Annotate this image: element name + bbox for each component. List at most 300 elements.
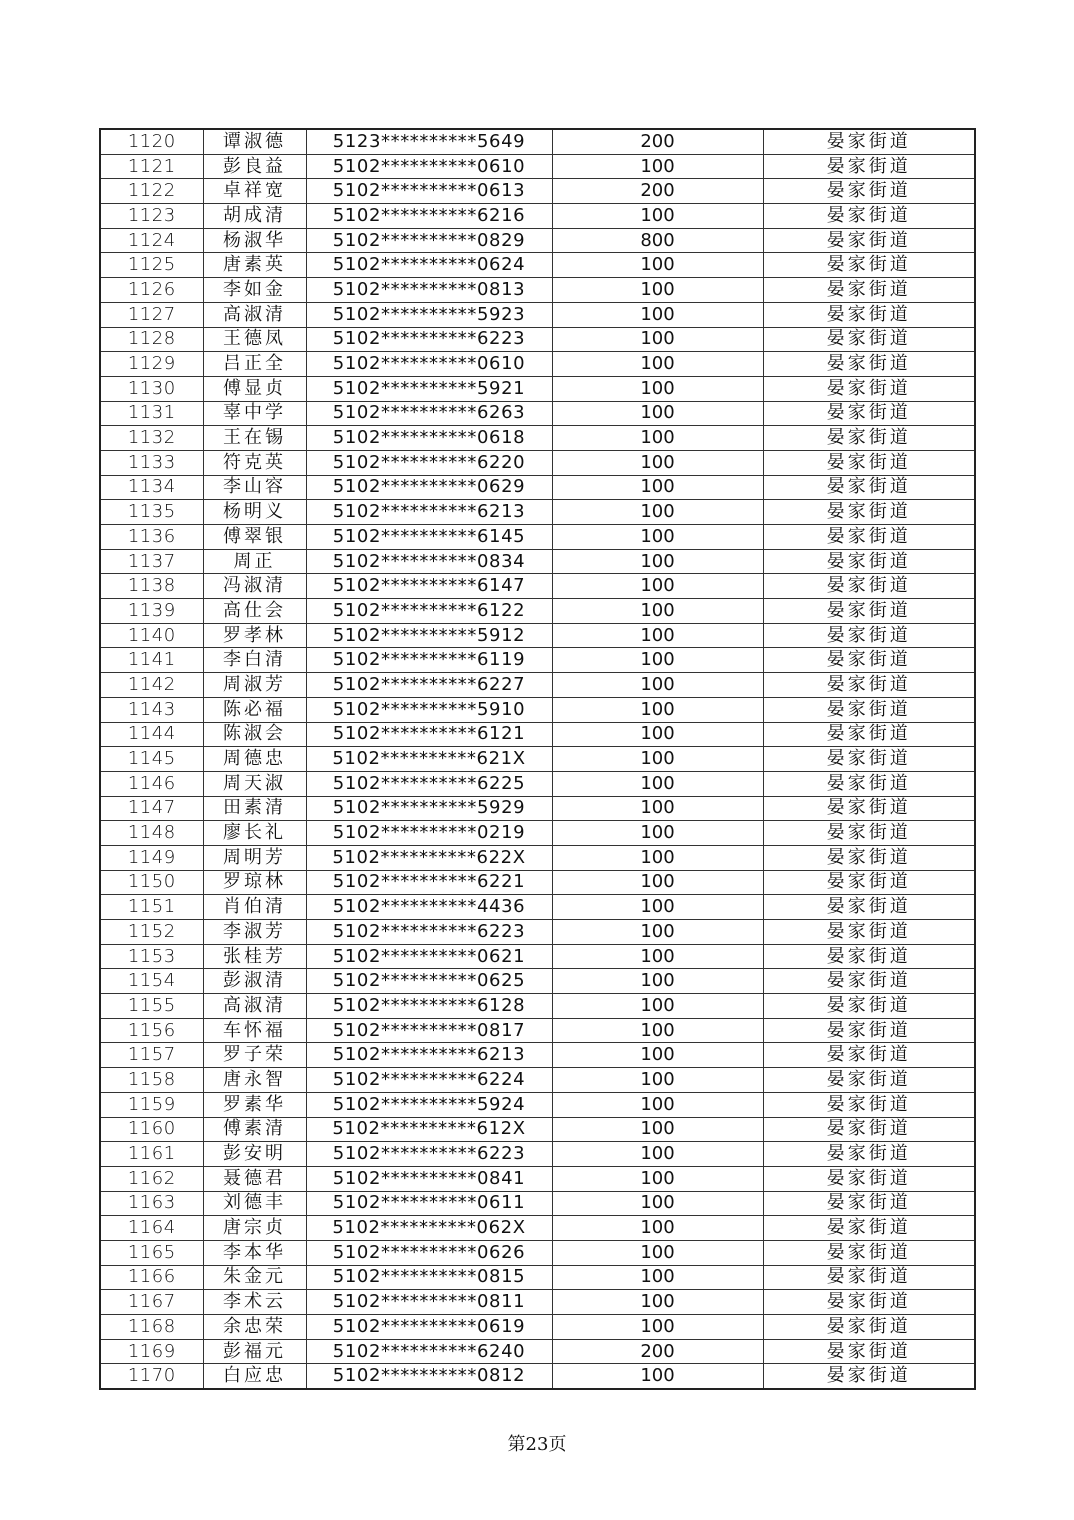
table-row <box>100 228 975 253</box>
cell-id-number: 5102**********0611 <box>306 1191 552 1216</box>
cell-serial-number: 1130 <box>100 376 203 401</box>
cell-amount: 100 <box>552 722 763 747</box>
cell-id-number: 5102**********6221 <box>306 870 552 895</box>
cell-serial-number: 1163 <box>100 1191 203 1216</box>
cell-id-number: 5102**********0811 <box>306 1290 552 1315</box>
cell-serial-number: 1147 <box>100 796 203 821</box>
cell-id-number: 5102**********0812 <box>306 1364 552 1389</box>
table-row <box>100 722 975 747</box>
cell-serial-number: 1166 <box>100 1265 203 1290</box>
cell-amount: 200 <box>552 129 763 154</box>
cell-amount: 100 <box>552 1216 763 1241</box>
cell-id-number: 5102**********0629 <box>306 475 552 500</box>
cell-amount: 100 <box>552 525 763 550</box>
cell-amount: 100 <box>552 278 763 303</box>
cell-serial-number: 1150 <box>100 870 203 895</box>
cell-street: 晏家街道 <box>763 1191 975 1216</box>
cell-amount: 100 <box>552 1315 763 1340</box>
cell-id-number: 5102**********6263 <box>306 401 552 426</box>
cell-serial-number: 1121 <box>100 154 203 179</box>
cell-serial-number: 1134 <box>100 475 203 500</box>
cell-amount: 100 <box>552 920 763 945</box>
cell-name: 白应忠 <box>203 1364 306 1389</box>
table-row <box>100 1117 975 1142</box>
cell-street: 晏家街道 <box>763 376 975 401</box>
table-row <box>100 1240 975 1265</box>
cell-id-number: 5102**********6145 <box>306 525 552 550</box>
cell-serial-number: 1155 <box>100 994 203 1019</box>
cell-street: 晏家街道 <box>763 796 975 821</box>
cell-serial-number: 1164 <box>100 1216 203 1241</box>
cell-id-number: 5123**********5649 <box>306 129 552 154</box>
cell-id-number: 5102**********062X <box>306 1216 552 1241</box>
cell-amount: 100 <box>552 302 763 327</box>
cell-amount: 100 <box>552 697 763 722</box>
cell-street: 晏家街道 <box>763 1142 975 1167</box>
cell-street: 晏家街道 <box>763 302 975 327</box>
cell-name: 罗孝林 <box>203 623 306 648</box>
table-row <box>100 1216 975 1241</box>
cell-street: 晏家街道 <box>763 648 975 673</box>
cell-name: 车怀福 <box>203 1018 306 1043</box>
cell-name: 杨淑华 <box>203 228 306 253</box>
table-row <box>100 352 975 377</box>
cell-amount: 100 <box>552 1265 763 1290</box>
cell-street: 晏家街道 <box>763 697 975 722</box>
cell-name: 卓祥宽 <box>203 179 306 204</box>
cell-street: 晏家街道 <box>763 129 975 154</box>
cell-serial-number: 1170 <box>100 1364 203 1389</box>
cell-street: 晏家街道 <box>763 450 975 475</box>
cell-name: 王德凤 <box>203 327 306 352</box>
cell-serial-number: 1160 <box>100 1117 203 1142</box>
cell-amount: 100 <box>552 771 763 796</box>
cell-id-number: 5102**********6213 <box>306 500 552 525</box>
cell-amount: 100 <box>552 870 763 895</box>
cell-street: 晏家街道 <box>763 845 975 870</box>
cell-name: 罗琼林 <box>203 870 306 895</box>
cell-serial-number: 1162 <box>100 1166 203 1191</box>
cell-name: 李淑芳 <box>203 920 306 945</box>
cell-street: 晏家街道 <box>763 623 975 648</box>
cell-amount: 100 <box>552 376 763 401</box>
cell-street: 晏家街道 <box>763 1043 975 1068</box>
cell-serial-number: 1132 <box>100 426 203 451</box>
table-row <box>100 870 975 895</box>
table-row <box>100 845 975 870</box>
cell-amount: 200 <box>552 1339 763 1364</box>
cell-street: 晏家街道 <box>763 1339 975 1364</box>
cell-street: 晏家街道 <box>763 1117 975 1142</box>
cell-street: 晏家街道 <box>763 1315 975 1340</box>
table-row <box>100 771 975 796</box>
cell-amount: 100 <box>552 1240 763 1265</box>
roster-table-body <box>100 129 975 1389</box>
cell-amount: 100 <box>552 648 763 673</box>
table-row <box>100 253 975 278</box>
cell-street: 晏家街道 <box>763 278 975 303</box>
cell-amount: 100 <box>552 944 763 969</box>
cell-serial-number: 1139 <box>100 599 203 624</box>
cell-street: 晏家街道 <box>763 747 975 772</box>
cell-serial-number: 1140 <box>100 623 203 648</box>
cell-amount: 100 <box>552 821 763 846</box>
cell-street: 晏家街道 <box>763 1290 975 1315</box>
cell-street: 晏家街道 <box>763 1018 975 1043</box>
cell-street: 晏家街道 <box>763 1092 975 1117</box>
cell-id-number: 5102**********6216 <box>306 204 552 229</box>
cell-street: 晏家街道 <box>763 1166 975 1191</box>
cell-amount: 100 <box>552 475 763 500</box>
cell-street: 晏家街道 <box>763 426 975 451</box>
cell-amount: 100 <box>552 1191 763 1216</box>
cell-serial-number: 1152 <box>100 920 203 945</box>
cell-amount: 100 <box>552 1092 763 1117</box>
cell-amount: 100 <box>552 845 763 870</box>
cell-amount: 200 <box>552 179 763 204</box>
page-number: 第23页 <box>507 1434 567 1455</box>
table-row <box>100 278 975 303</box>
cell-id-number: 5102**********622X <box>306 845 552 870</box>
cell-name: 彭淑清 <box>203 969 306 994</box>
cell-id-number: 5102**********6147 <box>306 574 552 599</box>
cell-id-number: 5102**********5921 <box>306 376 552 401</box>
cell-id-number: 5102**********621X <box>306 747 552 772</box>
cell-street: 晏家街道 <box>763 475 975 500</box>
cell-street: 晏家街道 <box>763 500 975 525</box>
cell-amount: 100 <box>552 204 763 229</box>
cell-name: 高淑清 <box>203 994 306 1019</box>
cell-id-number: 5102**********6220 <box>306 450 552 475</box>
cell-name: 李如金 <box>203 278 306 303</box>
cell-serial-number: 1167 <box>100 1290 203 1315</box>
cell-serial-number: 1128 <box>100 327 203 352</box>
cell-id-number: 5102**********5924 <box>306 1092 552 1117</box>
table-row <box>100 450 975 475</box>
cell-street: 晏家街道 <box>763 722 975 747</box>
table-row <box>100 500 975 525</box>
cell-street: 晏家街道 <box>763 920 975 945</box>
cell-id-number: 5102**********5910 <box>306 697 552 722</box>
cell-id-number: 5102**********0841 <box>306 1166 552 1191</box>
cell-name: 彭安明 <box>203 1142 306 1167</box>
table-row <box>100 895 975 920</box>
cell-serial-number: 1135 <box>100 500 203 525</box>
cell-street: 晏家街道 <box>763 771 975 796</box>
table-row <box>100 994 975 1019</box>
cell-name: 彭福元 <box>203 1339 306 1364</box>
cell-id-number: 5102**********0815 <box>306 1265 552 1290</box>
cell-serial-number: 1151 <box>100 895 203 920</box>
cell-amount: 100 <box>552 1142 763 1167</box>
cell-serial-number: 1165 <box>100 1240 203 1265</box>
table-row <box>100 821 975 846</box>
cell-street: 晏家街道 <box>763 944 975 969</box>
roster-table <box>99 128 976 1390</box>
cell-amount: 100 <box>552 599 763 624</box>
cell-amount: 100 <box>552 969 763 994</box>
cell-serial-number: 1131 <box>100 401 203 426</box>
cell-serial-number: 1161 <box>100 1142 203 1167</box>
cell-amount: 100 <box>552 1364 763 1389</box>
cell-id-number: 5102**********6223 <box>306 327 552 352</box>
cell-street: 晏家街道 <box>763 870 975 895</box>
cell-name: 周德忠 <box>203 747 306 772</box>
cell-amount: 100 <box>552 426 763 451</box>
table-row <box>100 1339 975 1364</box>
cell-name: 傅翠银 <box>203 525 306 550</box>
cell-name: 罗子荣 <box>203 1043 306 1068</box>
cell-name: 傅显贞 <box>203 376 306 401</box>
cell-name: 王在锡 <box>203 426 306 451</box>
cell-street: 晏家街道 <box>763 549 975 574</box>
cell-id-number: 5102**********6225 <box>306 771 552 796</box>
cell-serial-number: 1157 <box>100 1043 203 1068</box>
cell-name: 冯淑清 <box>203 574 306 599</box>
cell-name: 周淑芳 <box>203 673 306 698</box>
cell-id-number: 5102**********6128 <box>306 994 552 1019</box>
cell-street: 晏家街道 <box>763 1216 975 1241</box>
cell-street: 晏家街道 <box>763 179 975 204</box>
cell-amount: 100 <box>552 1043 763 1068</box>
cell-street: 晏家街道 <box>763 327 975 352</box>
table-row <box>100 969 975 994</box>
cell-serial-number: 1168 <box>100 1315 203 1340</box>
cell-serial-number: 1120 <box>100 129 203 154</box>
cell-amount: 100 <box>552 747 763 772</box>
cell-street: 晏家街道 <box>763 1240 975 1265</box>
cell-id-number: 5102**********6121 <box>306 722 552 747</box>
table-row <box>100 1166 975 1191</box>
cell-street: 晏家街道 <box>763 1265 975 1290</box>
cell-name: 谭淑德 <box>203 129 306 154</box>
table-row <box>100 697 975 722</box>
cell-name: 李术云 <box>203 1290 306 1315</box>
table-row <box>100 623 975 648</box>
cell-id-number: 5102**********0817 <box>306 1018 552 1043</box>
cell-amount: 100 <box>552 673 763 698</box>
cell-name: 陈淑会 <box>203 722 306 747</box>
cell-serial-number: 1141 <box>100 648 203 673</box>
cell-serial-number: 1146 <box>100 771 203 796</box>
cell-name: 胡成清 <box>203 204 306 229</box>
cell-amount: 100 <box>552 994 763 1019</box>
cell-street: 晏家街道 <box>763 969 975 994</box>
cell-amount: 100 <box>552 1068 763 1093</box>
cell-serial-number: 1154 <box>100 969 203 994</box>
cell-id-number: 5102**********0618 <box>306 426 552 451</box>
cell-name: 傅素清 <box>203 1117 306 1142</box>
cell-street: 晏家街道 <box>763 821 975 846</box>
cell-amount: 800 <box>552 228 763 253</box>
table-row <box>100 1364 975 1389</box>
cell-name: 肖伯清 <box>203 895 306 920</box>
table-row <box>100 1018 975 1043</box>
cell-name: 彭良益 <box>203 154 306 179</box>
cell-street: 晏家街道 <box>763 1068 975 1093</box>
cell-serial-number: 1138 <box>100 574 203 599</box>
cell-name: 李白清 <box>203 648 306 673</box>
cell-name: 杨明义 <box>203 500 306 525</box>
cell-name: 符克英 <box>203 450 306 475</box>
cell-street: 晏家街道 <box>763 1364 975 1389</box>
cell-id-number: 5102**********0626 <box>306 1240 552 1265</box>
cell-id-number: 5102**********6224 <box>306 1068 552 1093</box>
cell-serial-number: 1156 <box>100 1018 203 1043</box>
cell-name: 唐宗贞 <box>203 1216 306 1241</box>
cell-name: 周正 <box>203 549 306 574</box>
table-row <box>100 204 975 229</box>
cell-serial-number: 1169 <box>100 1339 203 1364</box>
cell-id-number: 5102**********6122 <box>306 599 552 624</box>
cell-serial-number: 1149 <box>100 845 203 870</box>
table-row <box>100 401 975 426</box>
cell-amount: 100 <box>552 895 763 920</box>
cell-name: 李本华 <box>203 1240 306 1265</box>
table-row <box>100 1092 975 1117</box>
cell-serial-number: 1144 <box>100 722 203 747</box>
cell-serial-number: 1126 <box>100 278 203 303</box>
cell-amount: 100 <box>552 1117 763 1142</box>
cell-street: 晏家街道 <box>763 599 975 624</box>
cell-id-number: 5102**********5923 <box>306 302 552 327</box>
cell-amount: 100 <box>552 1166 763 1191</box>
cell-name: 张桂芳 <box>203 944 306 969</box>
cell-id-number: 5102**********0621 <box>306 944 552 969</box>
cell-street: 晏家街道 <box>763 154 975 179</box>
cell-id-number: 5102**********0829 <box>306 228 552 253</box>
cell-serial-number: 1145 <box>100 747 203 772</box>
cell-name: 辜中学 <box>203 401 306 426</box>
cell-serial-number: 1127 <box>100 302 203 327</box>
cell-street: 晏家街道 <box>763 895 975 920</box>
cell-serial-number: 1137 <box>100 549 203 574</box>
table-row <box>100 327 975 352</box>
cell-id-number: 5102**********0610 <box>306 352 552 377</box>
table-row <box>100 154 975 179</box>
table-row <box>100 525 975 550</box>
cell-name: 朱金元 <box>203 1265 306 1290</box>
cell-id-number: 5102**********0625 <box>306 969 552 994</box>
cell-amount: 100 <box>552 401 763 426</box>
cell-street: 晏家街道 <box>763 204 975 229</box>
cell-id-number: 5102**********0610 <box>306 154 552 179</box>
cell-street: 晏家街道 <box>763 994 975 1019</box>
table-row <box>100 1315 975 1340</box>
table-row <box>100 574 975 599</box>
cell-serial-number: 1159 <box>100 1092 203 1117</box>
cell-serial-number: 1158 <box>100 1068 203 1093</box>
cell-amount: 100 <box>552 253 763 278</box>
cell-street: 晏家街道 <box>763 253 975 278</box>
table-row <box>100 920 975 945</box>
cell-name: 刘德丰 <box>203 1191 306 1216</box>
cell-id-number: 5102**********6227 <box>306 673 552 698</box>
cell-street: 晏家街道 <box>763 401 975 426</box>
cell-amount: 100 <box>552 154 763 179</box>
cell-serial-number: 1142 <box>100 673 203 698</box>
cell-serial-number: 1124 <box>100 228 203 253</box>
cell-name: 周明芳 <box>203 845 306 870</box>
cell-name: 罗素华 <box>203 1092 306 1117</box>
cell-name: 田素清 <box>203 796 306 821</box>
table-row <box>100 302 975 327</box>
table-row <box>100 475 975 500</box>
table-row <box>100 179 975 204</box>
cell-serial-number: 1133 <box>100 450 203 475</box>
cell-name: 陈必福 <box>203 697 306 722</box>
cell-street: 晏家街道 <box>763 525 975 550</box>
cell-amount: 100 <box>552 450 763 475</box>
table-row <box>100 376 975 401</box>
table-row <box>100 944 975 969</box>
cell-id-number: 5102**********0619 <box>306 1315 552 1340</box>
table-row <box>100 1068 975 1093</box>
cell-id-number: 5102**********6223 <box>306 1142 552 1167</box>
table-row <box>100 1043 975 1068</box>
table-row <box>100 796 975 821</box>
cell-id-number: 5102**********4436 <box>306 895 552 920</box>
cell-serial-number: 1129 <box>100 352 203 377</box>
cell-name: 李山容 <box>203 475 306 500</box>
cell-id-number: 5102**********0219 <box>306 821 552 846</box>
table-row <box>100 426 975 451</box>
table-row <box>100 1265 975 1290</box>
cell-serial-number: 1153 <box>100 944 203 969</box>
cell-id-number: 5102**********0834 <box>306 549 552 574</box>
cell-street: 晏家街道 <box>763 574 975 599</box>
cell-id-number: 5102**********0613 <box>306 179 552 204</box>
cell-id-number: 5102**********0624 <box>306 253 552 278</box>
cell-amount: 100 <box>552 352 763 377</box>
cell-serial-number: 1143 <box>100 697 203 722</box>
cell-amount: 100 <box>552 500 763 525</box>
cell-id-number: 5102**********6223 <box>306 920 552 945</box>
cell-id-number: 5102**********6213 <box>306 1043 552 1068</box>
cell-id-number: 5102**********6240 <box>306 1339 552 1364</box>
cell-street: 晏家街道 <box>763 352 975 377</box>
table-row <box>100 1290 975 1315</box>
cell-serial-number: 1125 <box>100 253 203 278</box>
cell-serial-number: 1122 <box>100 179 203 204</box>
cell-name: 高仕会 <box>203 599 306 624</box>
cell-amount: 100 <box>552 574 763 599</box>
table-row <box>100 599 975 624</box>
cell-street: 晏家街道 <box>763 228 975 253</box>
table-row <box>100 129 975 154</box>
cell-name: 廖长礼 <box>203 821 306 846</box>
cell-amount: 100 <box>552 1290 763 1315</box>
cell-amount: 100 <box>552 549 763 574</box>
cell-name: 周天淑 <box>203 771 306 796</box>
cell-name: 聂德君 <box>203 1166 306 1191</box>
cell-name: 唐素英 <box>203 253 306 278</box>
cell-amount: 100 <box>552 327 763 352</box>
table-row <box>100 1142 975 1167</box>
cell-id-number: 5102**********5929 <box>306 796 552 821</box>
cell-serial-number: 1148 <box>100 821 203 846</box>
cell-serial-number: 1123 <box>100 204 203 229</box>
cell-name: 余忠荣 <box>203 1315 306 1340</box>
table-row <box>100 549 975 574</box>
cell-id-number: 5102**********5912 <box>306 623 552 648</box>
cell-id-number: 5102**********6119 <box>306 648 552 673</box>
cell-id-number: 5102**********612X <box>306 1117 552 1142</box>
table-row <box>100 648 975 673</box>
cell-street: 晏家街道 <box>763 673 975 698</box>
table-row <box>100 1191 975 1216</box>
cell-name: 吕正全 <box>203 352 306 377</box>
